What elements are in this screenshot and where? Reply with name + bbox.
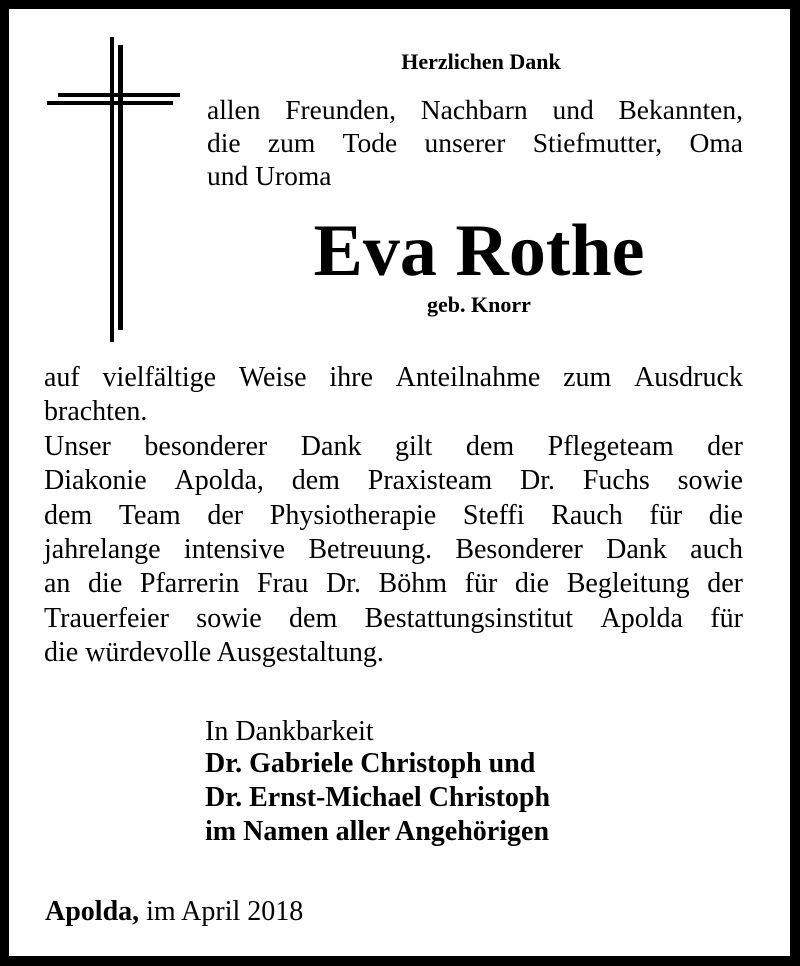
intro-text <box>207 93 743 192</box>
word: dem <box>465 430 515 462</box>
word: allen <box>207 94 261 125</box>
place: Apolda, <box>45 896 140 927</box>
word: Bestattungsinstitut <box>364 602 574 634</box>
word: Steffi <box>462 499 525 531</box>
word: Fuchs <box>582 465 650 497</box>
intro-line <box>207 126 743 159</box>
word: die <box>514 568 550 600</box>
word: für <box>710 602 743 634</box>
word: Pflegeteam <box>547 430 674 462</box>
word: Apolda, <box>174 465 264 497</box>
word: Dank <box>300 430 362 462</box>
word: der <box>707 430 743 462</box>
word: Rauch <box>551 499 623 531</box>
word: Dr. <box>520 465 556 497</box>
word: dem <box>44 499 93 531</box>
word: Frau <box>257 568 309 600</box>
word: auf <box>44 362 80 393</box>
body-line <box>44 533 743 567</box>
signatory: Dr. Gabriele Christoph und <box>205 748 536 779</box>
word: die <box>207 127 241 158</box>
word: Dr. <box>325 568 361 600</box>
word: zum <box>563 362 612 393</box>
signatory: im Namen aller Angehörigen <box>205 816 550 847</box>
word: Ausdruck <box>634 362 743 393</box>
word: Begleitung <box>566 568 690 600</box>
deceased-name: Eva Rothe <box>313 210 645 292</box>
word: dem <box>289 602 338 634</box>
word: gilt <box>395 430 433 462</box>
word: Trauerfeier <box>44 602 169 634</box>
word: Böhm <box>378 568 448 600</box>
word: auch <box>690 534 743 566</box>
word: Diakonie <box>44 465 147 497</box>
body-line <box>44 361 743 395</box>
word: Anteilnahme <box>395 362 541 393</box>
word: an <box>44 568 71 600</box>
signatory: Dr. Ernst-Michael Christoph <box>205 782 551 813</box>
word: unserer <box>424 127 506 158</box>
word: die <box>88 568 123 600</box>
word: Betreuung. <box>308 534 432 566</box>
word: Unser <box>44 430 111 462</box>
word: Oma <box>689 127 743 158</box>
intro-line <box>207 93 743 126</box>
body-line <box>44 567 743 601</box>
intro-line: und Uroma <box>207 160 332 191</box>
word: ihre <box>329 362 373 393</box>
signature-block <box>205 717 550 849</box>
word: besonderer <box>144 430 268 462</box>
heading: Herzlichen Dank <box>401 49 561 74</box>
obituary-notice <box>9 9 790 956</box>
word: für <box>649 499 683 531</box>
date: im April 2018 <box>146 896 304 927</box>
word: der <box>707 568 743 600</box>
word: Dank <box>606 534 667 566</box>
word: sowie <box>196 602 262 634</box>
word: Nachbarn <box>420 94 528 125</box>
body-line: die würdevolle Ausgestaltung. <box>44 637 384 669</box>
body-line <box>44 430 743 464</box>
word: jahrelange <box>44 534 161 566</box>
word: Bekannten, <box>618 94 743 125</box>
word: Apolda <box>600 602 683 634</box>
body-line <box>44 464 743 498</box>
word: Team <box>118 499 181 531</box>
closing: In Dankbarkeit <box>205 716 374 747</box>
word: und <box>552 94 594 125</box>
word: Freunden, <box>285 94 396 125</box>
word: zum <box>267 127 316 158</box>
word: für <box>464 568 498 600</box>
body-line <box>44 499 743 533</box>
word: Praxisteam <box>367 465 493 497</box>
body-line <box>44 602 743 636</box>
place-date <box>45 895 303 929</box>
word: die <box>708 499 743 531</box>
word: Tode <box>342 127 398 158</box>
word: Stiefmutter, <box>532 127 663 158</box>
word: der <box>207 499 244 531</box>
word: Pfarrerin <box>139 568 240 600</box>
word: vielfältige <box>102 362 217 393</box>
body-text <box>44 361 743 671</box>
maiden-name: geb. Knorr <box>427 292 531 317</box>
word: sowie <box>677 465 743 497</box>
word: dem <box>291 465 340 497</box>
body-line: brachten. <box>44 396 148 428</box>
word: Physiotherapie <box>269 499 437 531</box>
word: Besonderer <box>455 534 583 566</box>
word: intensive <box>183 534 286 566</box>
word: Weise <box>238 362 307 393</box>
